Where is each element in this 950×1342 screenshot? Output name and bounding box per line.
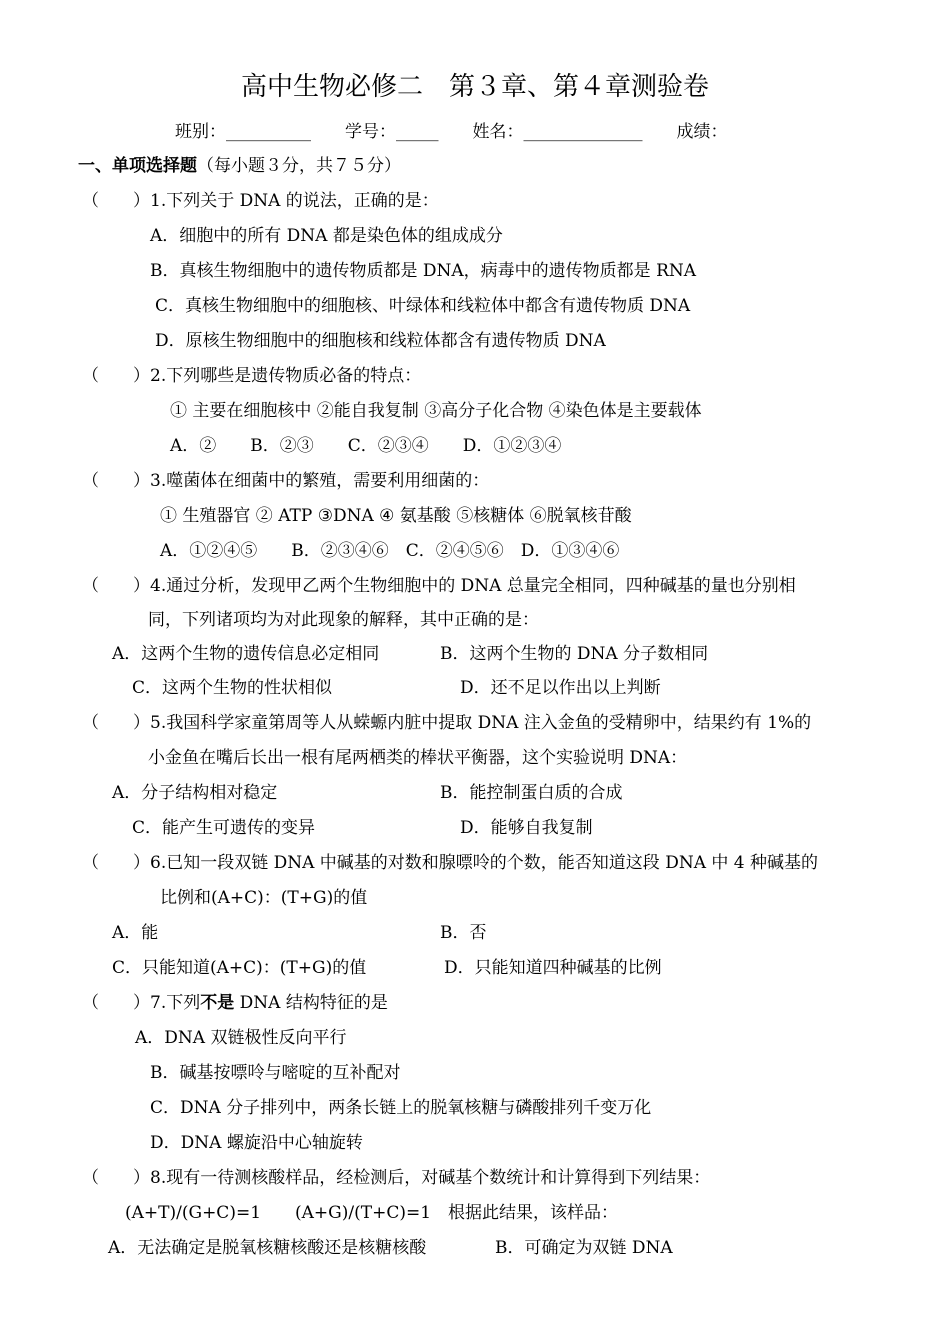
question-7-option-c: C．DNA 分子排列中，两条长链上的脱氧核糖与磷酸排列千变万化 [150,1098,652,1118]
question-3-options: A．①②④⑤ B．②③④⑥ C．②④⑤⑥ D．①③④⑥ [160,541,620,561]
question-6-stem-line-1: （ ）6.已知一段双链 DNA 中碱基的对数和腺嘌呤的个数，能否知道这段 DNA 中 4 种碱基的 [82,853,819,873]
question-6-option-c: C．只能知道(A+C)：(T+G)的值 [112,958,367,978]
question-7-stem-suffix: DNA 结构特征的是 [234,993,388,1013]
section-note: （每小题３分，共７５分） [197,156,401,176]
question-4-option-d: D．还不足以作出以上判断 [460,678,661,698]
question-7-stem [82,991,388,1015]
question-5-option-c: C．能产生可遗传的变异 [132,818,316,838]
question-5-option-a: A．分子结构相对稳定 [112,783,278,803]
question-7-option-a: A．DNA 双链极性反向平行 [135,1028,347,1048]
question-1-option-b: B．真核生物细胞中的遗传物质都是 DNA，病毒中的遗传物质都是 RNA [150,261,697,281]
question-1-stem: （ ）1.下列关于 DNA 的说法，正确的是： [82,191,439,211]
question-6-stem-line-2: 比例和(A+C)：(T+G)的值 [160,888,368,908]
question-5-stem-line-2: 小金鱼在嘴后长出一根有尾两栖类的棒状平衡器，这个实验说明 DNA： [148,748,688,768]
question-1-option-c: C．真核生物细胞中的细胞核、叶绿体和线粒体中都含有遗传物质 DNA [155,296,691,316]
question-4-option-a: A．这两个生物的遗传信息必定相同 [112,644,380,664]
question-5-stem-line-1: （ ）5.我国科学家童第周等人从蝾螈内脏中提取 DNA 注入金鱼的受精卵中，结果约有 1%的 [82,713,812,733]
question-4-option-c: C．这两个生物的性状相似 [132,678,333,698]
question-4-stem-line-2: 同，下列诸项均为对此现象的解释，其中正确的是： [148,610,539,630]
question-6-option-a: A．能 [112,923,159,943]
section-heading [78,154,401,178]
question-8-stem: （ ）8.现有一待测核酸样品，经检测后，对碱基个数统计和计算得到下列结果： [82,1168,711,1188]
question-7-stem-prefix: （ ）7.下列 [82,993,201,1013]
student-info-line: 班别：__________ 学号：_____ 姓名：______________ 成绩： [175,122,728,142]
question-3-items: ① 生殖器官 ② ATP ③DNA ④ 氨基酸 ⑤核糖体 ⑥脱氧核苷酸 [160,506,632,526]
question-4-stem-line-1: （ ）4.通过分析，发现甲乙两个生物细胞中的 DNA 总量完全相同，四种碱基的量也分别相 [82,576,796,596]
question-6-option-b: B．否 [440,923,487,943]
question-1-option-a: A．细胞中的所有 DNA 都是染色体的组成成分 [150,226,503,246]
question-2-options: A．② B．②③ C．②③④ D．①②③④ [170,436,562,456]
page-title: 高中生物必修二 第３章、第４章测验卷 [240,72,709,102]
question-7-emphasis: 不是 [200,993,235,1013]
question-1-option-d: D．原核生物细胞中的细胞核和线粒体都含有遗传物质 DNA [155,331,606,351]
question-2-items: ① 主要在细胞核中 ②能自我复制 ③高分子化合物 ④染色体是主要载体 [170,401,702,421]
question-4-option-b: B．这两个生物的 DNA 分子数相同 [440,644,709,664]
question-7-option-d: D．DNA 螺旋沿中心轴旋转 [150,1133,363,1153]
question-7-option-b: B．碱基按嘌呤与嘧啶的互补配对 [150,1063,401,1083]
question-5-option-b: B．能控制蛋白质的合成 [440,783,623,803]
section-title: 一、单项选择题 [78,156,197,176]
question-8-formula: (A+T)/(G+C)=1 (A+G)/(T+C)=1 根据此结果，该样品： [125,1203,619,1223]
question-8-option-a: A．无法确定是脱氧核糖核酸还是核糖核酸 [108,1238,427,1258]
question-6-option-d: D．只能知道四种碱基的比例 [444,958,662,978]
question-2-stem: （ ）2.下列哪些是遗传物质必备的特点： [82,366,422,386]
question-3-stem: （ ）3.噬菌体在细菌中的繁殖，需要利用细菌的： [82,471,490,491]
question-5-option-d: D．能够自我复制 [460,818,593,838]
question-8-option-b: B．可确定为双链 DNA [495,1238,673,1258]
